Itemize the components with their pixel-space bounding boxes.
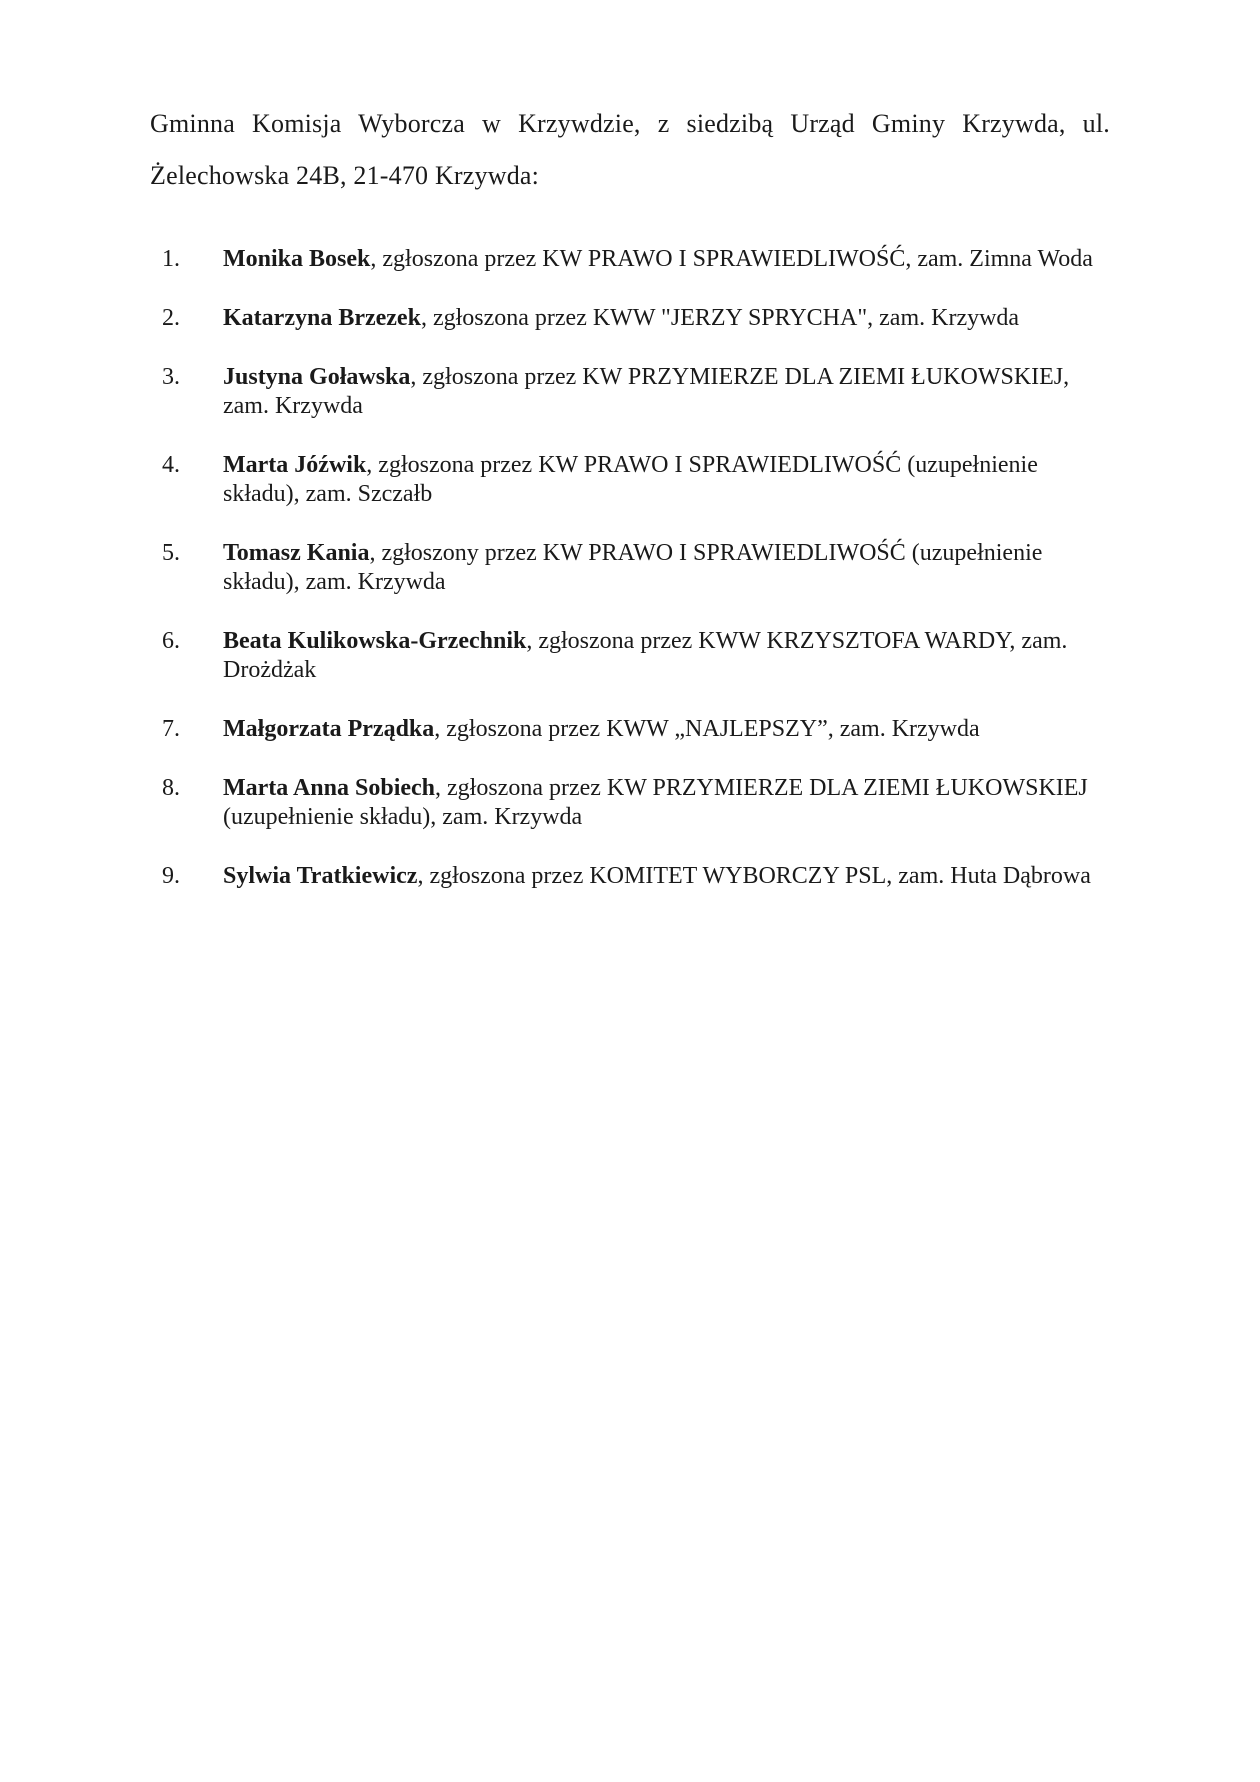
list-item	[150, 862, 1110, 891]
list-item	[150, 539, 1110, 597]
item-number: 1.	[162, 246, 180, 272]
list-item	[150, 304, 1110, 333]
member-details: , zgłoszona przez KWW "JERZY SPRYCHA", zam. Krzywda	[420, 305, 1020, 331]
member-details: , zgłoszony przez KW PRAWO I SPRAWIEDLIWOŚĆ (uzupełnienie składu), zam. Krzywda	[223, 540, 1043, 595]
item-number: 9.	[162, 863, 180, 889]
member-details: , zgłoszona przez KW PRZYMIERZE DLA ZIEMI ŁUKOWSKIEJ, zam. Krzywda	[223, 364, 1070, 419]
member-details: , zgłoszona przez KWW „NAJLEPSZY”, zam. Krzywda	[434, 716, 980, 742]
member-name: Sylwia Tratkiewicz	[223, 863, 418, 889]
list-item	[150, 245, 1110, 274]
member-name: Małgorzata Prządka	[223, 716, 435, 742]
item-number: 5.	[162, 540, 180, 566]
item-number: 8.	[162, 775, 180, 801]
item-number: 7.	[162, 716, 180, 742]
list-item	[150, 715, 1110, 744]
member-details: , zgłoszona przez KWW KRZYSZTOFA WARDY, zam. Drożdżak	[223, 628, 1068, 683]
member-name: Marta Jóźwik	[223, 452, 367, 478]
member-details: , zgłoszona przez KW PRAWO I SPRAWIEDLIWOŚĆ (uzupełnienie składu), zam. Szczałb	[223, 452, 1038, 507]
committee-header: Gminna Komisja Wyborcza w Krzywdzie, z siedzibą Urząd Gminy Krzywda, ul. Żelechowska 24B, 21-470 Krzywda:	[150, 109, 1110, 190]
member-details: , zgłoszona przez KOMITET WYBORCZY PSL, zam. Huta Dąbrowa	[417, 863, 1091, 889]
member-list	[150, 245, 1110, 921]
item-number: 3.	[162, 364, 180, 390]
list-item	[150, 627, 1110, 685]
member-name: Katarzyna Brzezek	[223, 305, 421, 331]
list-item	[150, 451, 1110, 509]
list-item	[150, 774, 1110, 832]
item-number: 2.	[162, 305, 180, 331]
member-name: Beata Kulikowska-Grzechnik	[223, 628, 527, 654]
item-number: 6.	[162, 628, 180, 654]
member-name: Marta Anna Sobiech	[223, 775, 436, 801]
member-details: , zgłoszona przez KW PRAWO I SPRAWIEDLIWOŚĆ, zam. Zimna Woda	[370, 246, 1093, 272]
member-name: Monika Bosek	[223, 246, 371, 272]
member-name: Tomasz Kania	[223, 540, 370, 566]
item-number: 4.	[162, 452, 180, 478]
member-name: Justyna Goławska	[223, 364, 411, 390]
member-details: , zgłoszona przez KW PRZYMIERZE DLA ZIEMI ŁUKOWSKIEJ (uzupełnienie składu), zam. Krzywda	[223, 775, 1088, 830]
list-item	[150, 363, 1110, 421]
